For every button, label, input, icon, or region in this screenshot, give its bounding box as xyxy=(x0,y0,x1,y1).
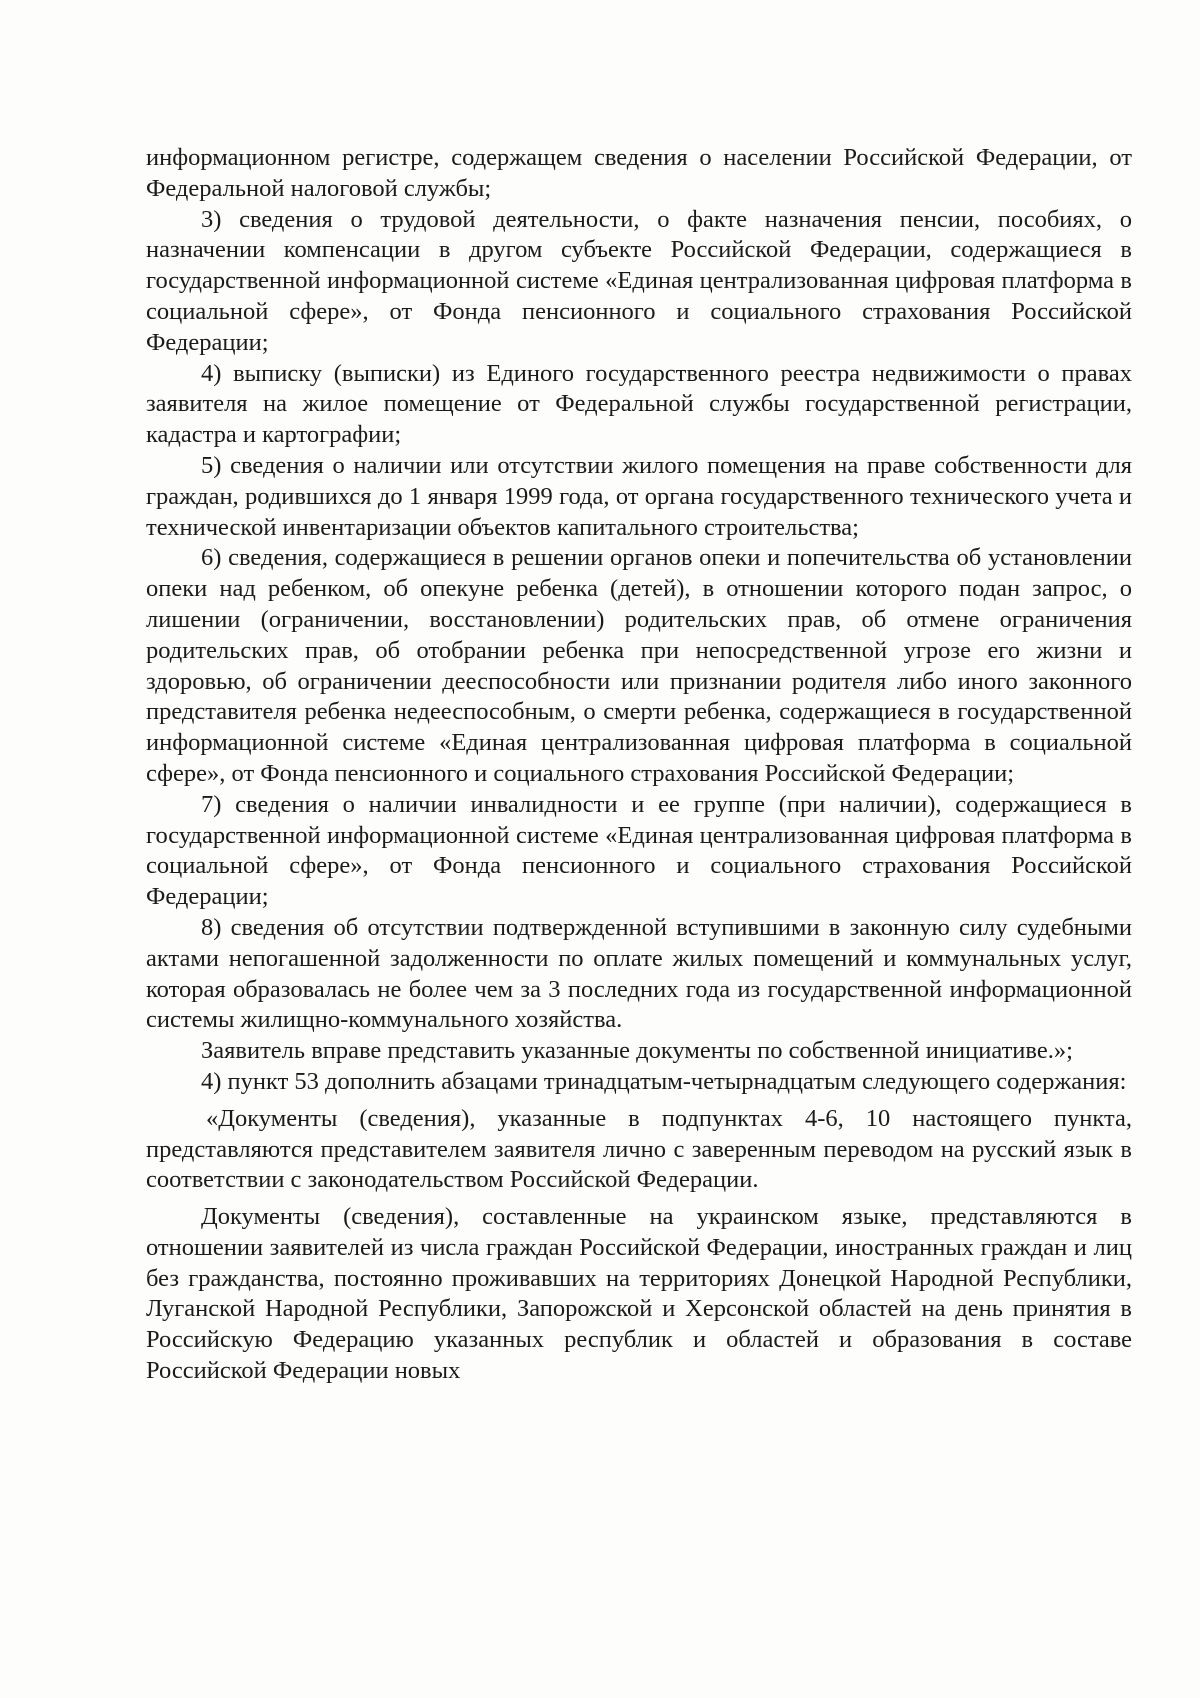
paragraph-amendment-53: 4) пункт 53 дополнить абзацами тринадцатым-четырнадцатым следующего содержания: xyxy=(201,1067,1127,1095)
paragraph-item-5: 5) сведения о наличии или отсутствии жилого помещения на праве собственности для граждан, родившихся до 1 января 1999 года, от органа государственного технического учета и технической инвентаризации объектов капитального строительства; xyxy=(146,451,1132,541)
paragraph-ukrainian-documents: Документы (сведения), составленные на украинском языке, представляются в отношении заявителей из числа граждан Российской Федерации, иностранных граждан и лиц без гражданства, постоянно проживавших на территориях Донецкой Народной Республики, Луганской Народной Республики, Запорожской и Херсонской областей на день принятия в Российскую Федерацию указанных республик и областей и образования в составе Российской Федерации новых xyxy=(146,1203,1132,1385)
paragraph-item-6: 6) сведения, содержащиеся в решении органов опеки и попечительства об установлении опеки над ребенком, об опекуне ребенка (детей), в отношении которого подан запрос, о лишении (ограничении, восстановлении) родительских прав, об отмене ограничения родительских прав, об отобрании ребенка при непосредственной угрозе его жизни и здоровью, об ограничении дееспособности или признании родителя либо иного законного представителя ребенка недееспособным, о смерти ребенка, содержащиеся в государственной информационной системе «Единая централизованная цифровая платформа в социальной сфере», от Фонда пенсионного и социального страхования Российской Федерации; xyxy=(146,544,1132,787)
paragraph-item-4: 4) выписку (выписки) из Единого государственного реестра недвижимости о правах заявителя на жилое помещение от Федеральной службы государственной регистрации, кадастра и картографии; xyxy=(146,359,1132,449)
paragraph-applicant-right: Заявитель вправе представить указанные документы по собственной инициативе.»; xyxy=(201,1037,1073,1065)
paragraph-item-8: 8) сведения об отсутствии подтвержденной вступившими в законную силу судебными актами непогашенной задолженности по оплате жилых помещений и коммунальных услуг, которая образовалась не более чем за 3 последних года из государственной информационной системы жилищно-коммунального хозяйства. xyxy=(146,913,1132,1034)
document-body xyxy=(146,143,1132,1387)
paragraph-quoted-documents: «Документы (сведения), указанные в подпунктах 4-6, 10 настоящего пункта, представляются представителем заявителя лично с заверенным переводом на русский язык в соответствии с законодательством Российской Федерации. xyxy=(146,1104,1132,1194)
paragraph-continuation: информационном регистре, содержащем сведения о населении Российской Федерации, от Федеральной налоговой службы; xyxy=(146,144,1132,202)
paragraph-item-3: 3) сведения о трудовой деятельности, о факте назначения пенсии, пособиях, о назначении компенсации в другом субъекте Российской Федерации, содержащиеся в государственной информационной системе «Единая централизованная цифровая платформа в социальной сфере», от Фонда пенсионного и социального страхования Российской Федерации; xyxy=(146,205,1132,356)
paragraph-item-7: 7) сведения о наличии инвалидности и ее группе (при наличии), содержащиеся в государственной информационной системе «Единая централизованная цифровая платформа в социальной сфере», от Фонда пенсионного и социального страхования Российской Федерации; xyxy=(146,790,1132,911)
